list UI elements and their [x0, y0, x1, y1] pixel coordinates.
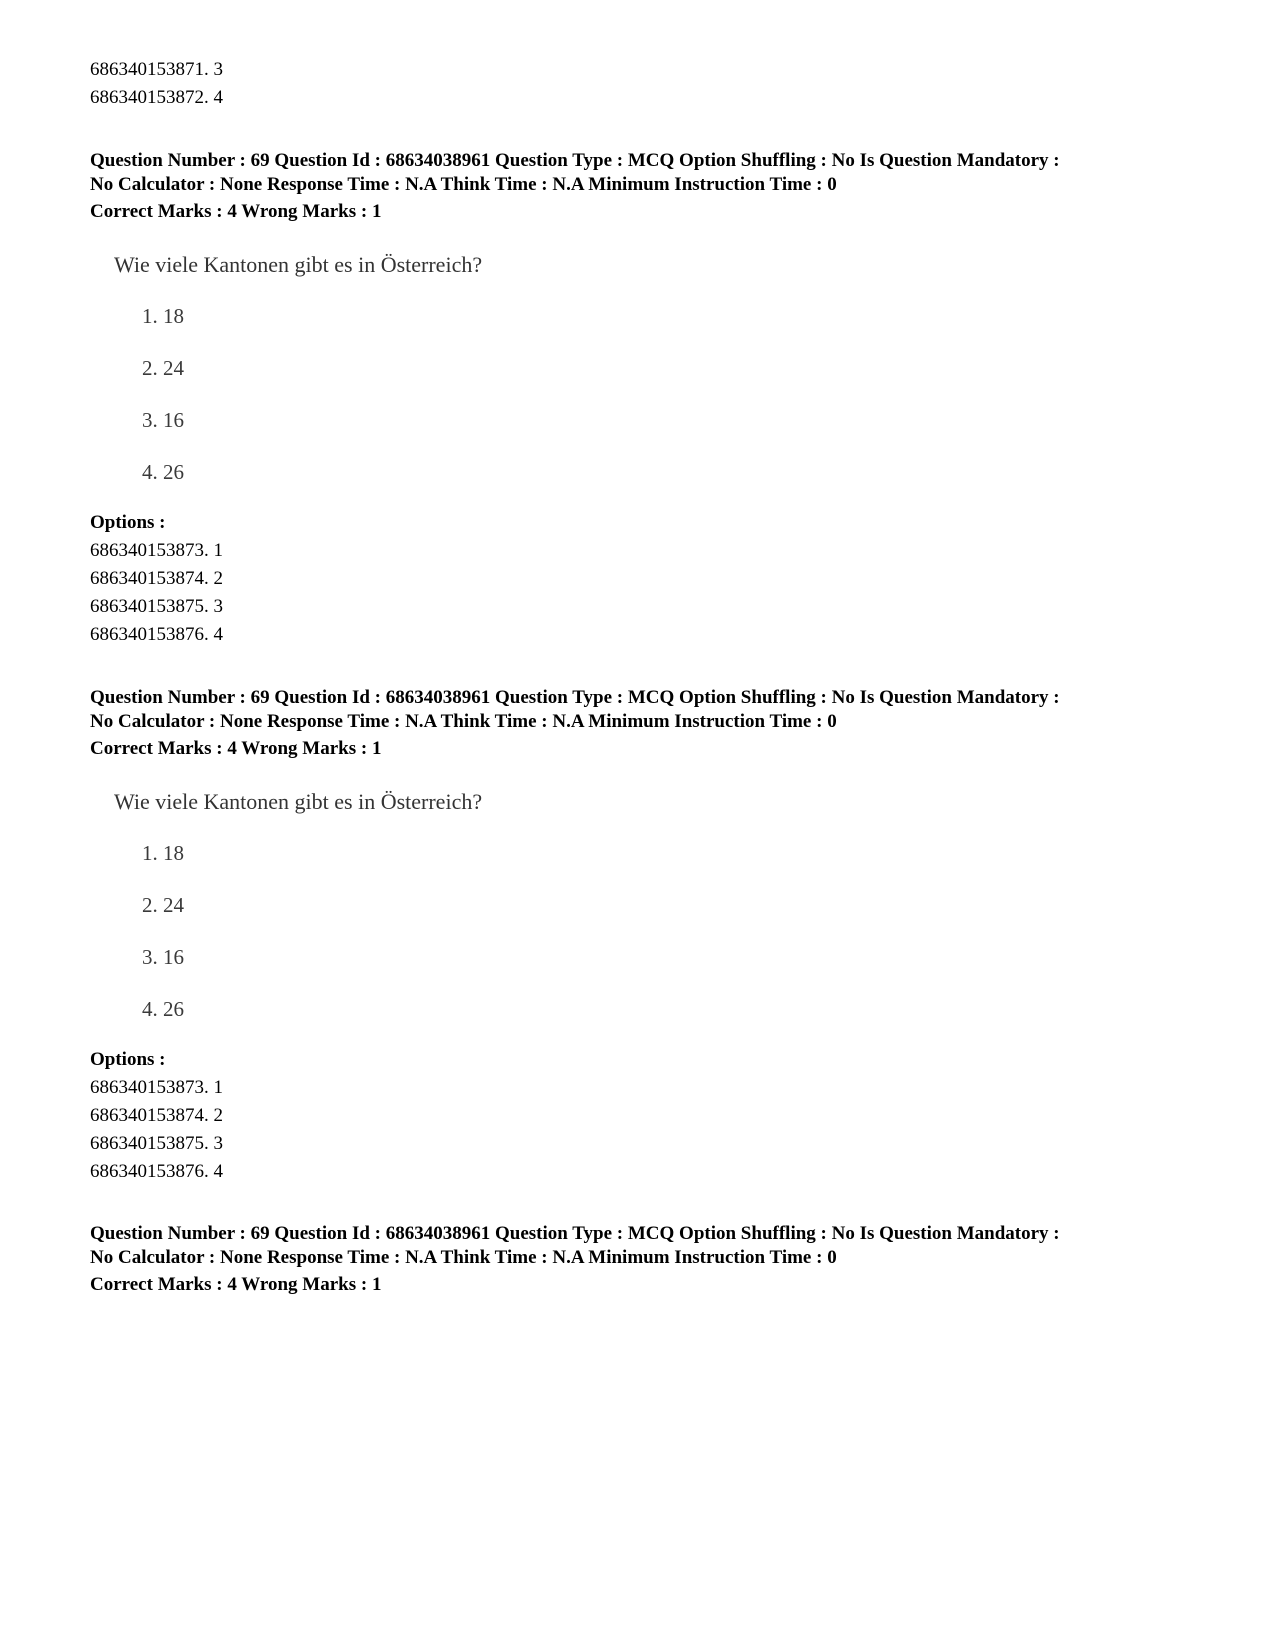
option-line: 686340153874. 2: [90, 1105, 223, 1126]
options-label: Options :: [90, 512, 166, 533]
question-header-line: Question Number : 69 Question Id : 68634038961 Question Type : MCQ Option Shuffling : No Is Question Mandatory :: [90, 1223, 1060, 1244]
option-line: 686340153874. 2: [90, 568, 223, 589]
question-image: [114, 787, 714, 1027]
option-line: 686340153876. 4: [90, 624, 223, 645]
marks-line: Correct Marks : 4 Wrong Marks : 1: [90, 738, 382, 759]
question-image: [114, 250, 714, 490]
choice-item: 2. 24: [142, 356, 184, 380]
choice-item: 4. 26: [142, 460, 184, 484]
option-line: 686340153872. 4: [90, 87, 223, 108]
marks-line: Correct Marks : 4 Wrong Marks : 1: [90, 1274, 382, 1295]
choice-item: 4. 26: [142, 997, 184, 1021]
option-line: 686340153873. 1: [90, 540, 223, 561]
choice-item: 3. 16: [142, 945, 184, 969]
choice-item: 2. 24: [142, 893, 184, 917]
question-header: [90, 149, 1060, 197]
question-text: Wie viele Kantonen gibt es in Österreich?: [114, 252, 483, 277]
marks-line: Correct Marks : 4 Wrong Marks : 1: [90, 201, 382, 222]
option-line: 686340153873. 1: [90, 1077, 223, 1098]
question-header: [90, 1222, 1060, 1270]
choice-item: 3. 16: [142, 408, 184, 432]
option-line: 686340153875. 3: [90, 1133, 223, 1154]
choice-item: 1. 18: [142, 304, 184, 328]
question-header-line: No Calculator : None Response Time : N.A Think Time : N.A Minimum Instruction Time : 0: [90, 1247, 837, 1268]
option-line: 686340153871. 3: [90, 59, 223, 80]
question-header-line: Question Number : 69 Question Id : 68634038961 Question Type : MCQ Option Shuffling : No Is Question Mandatory :: [90, 150, 1060, 171]
options-label: Options :: [90, 1049, 166, 1070]
question-header-line: No Calculator : None Response Time : N.A Think Time : N.A Minimum Instruction Time : 0: [90, 174, 837, 195]
choice-item: 1. 18: [142, 841, 184, 865]
option-line: 686340153875. 3: [90, 596, 223, 617]
question-header-line: Question Number : 69 Question Id : 68634038961 Question Type : MCQ Option Shuffling : No Is Question Mandatory :: [90, 687, 1060, 708]
question-text: Wie viele Kantonen gibt es in Österreich?: [114, 789, 483, 814]
question-header: [90, 686, 1060, 734]
option-line: 686340153876. 4: [90, 1161, 223, 1182]
question-header-line: No Calculator : None Response Time : N.A Think Time : N.A Minimum Instruction Time : 0: [90, 711, 837, 732]
